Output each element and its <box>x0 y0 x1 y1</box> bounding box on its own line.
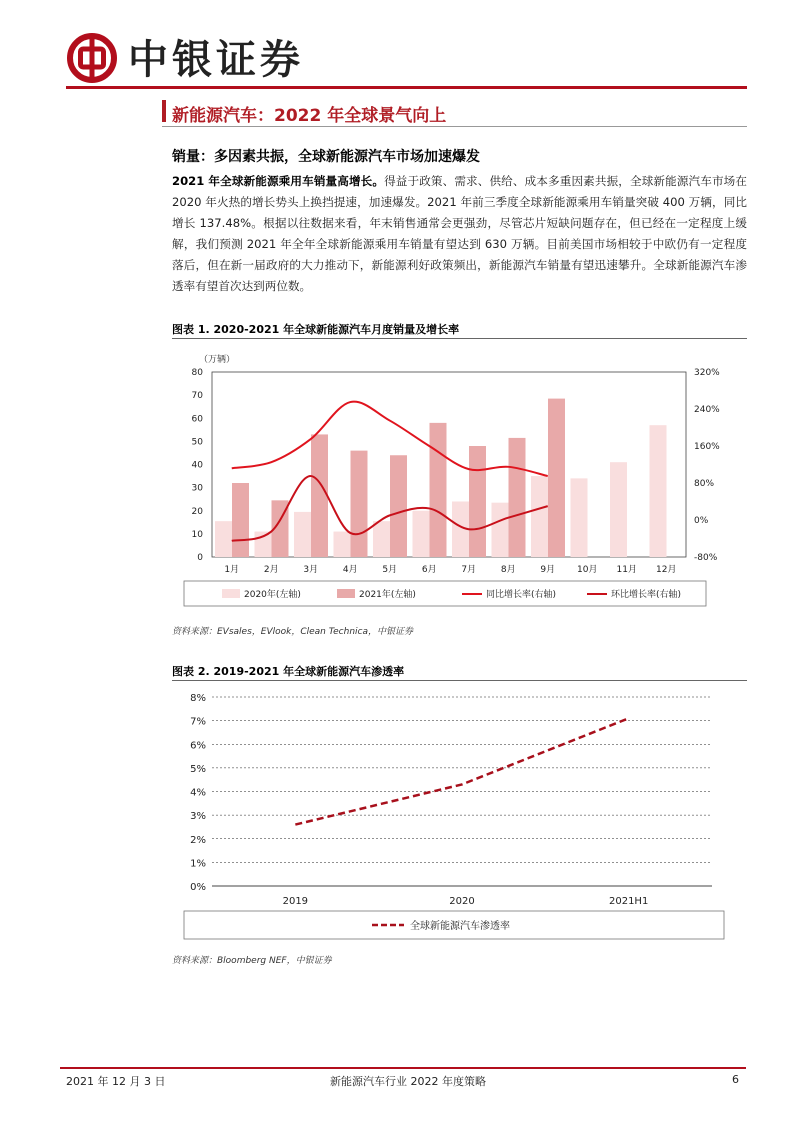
y-tick-label-left: 50 <box>191 437 203 448</box>
legend-label-yoy: 同比增长率(右轴) <box>486 590 557 600</box>
bar-2020 <box>373 521 390 557</box>
figure2-title: 图表 2. 2019-2021 年全球新能源汽车渗透率 <box>172 665 405 678</box>
x-tick-label: 3月 <box>303 565 319 575</box>
figure1-source: 资料来源：EVsales，EVlook，Clean Technica，中银证券 <box>172 627 413 637</box>
y-tick-label-left: 10 <box>191 529 203 540</box>
section-title-marker <box>162 100 166 122</box>
body-paragraph <box>172 171 747 297</box>
brand-name: 中银证券 <box>128 36 304 83</box>
bar-2021 <box>509 438 526 557</box>
penetration-chart <box>172 686 747 946</box>
bar-2020 <box>413 511 430 557</box>
y-tick-label: 2% <box>190 834 206 846</box>
x-tick-label: 2021H1 <box>608 896 649 907</box>
bar-2021 <box>469 446 486 557</box>
legend-label-mom: 环比增长率(右轴) <box>611 590 682 600</box>
footer-date: 2021 年 12 月 3 日 <box>66 1075 166 1088</box>
y-tick-label-right: 160% <box>694 442 720 452</box>
x-tick-label: 10月 <box>577 565 598 575</box>
legend-label-2020: 2020年(左轴) <box>244 590 301 600</box>
page-number: 6 <box>732 1073 739 1086</box>
header-rule <box>66 86 747 89</box>
x-tick-label: 4月 <box>342 565 358 575</box>
subheading: 销量：多因素共振，全球新能源汽车市场加速爆发 <box>172 149 480 165</box>
x-tick-label: 2019 <box>282 896 309 907</box>
bar-2020 <box>294 512 311 557</box>
y-tick-label-left: 60 <box>191 414 203 425</box>
y-tick-label: 3% <box>190 811 206 823</box>
y-tick-label: 1% <box>190 858 206 870</box>
bar-2021 <box>232 483 249 557</box>
y-tick-label: 7% <box>190 716 206 728</box>
x-tick-label: 2月 <box>263 565 279 575</box>
y-tick-label-right: 240% <box>694 405 720 415</box>
y-tick-label: 6% <box>190 740 206 752</box>
x-tick-label: 9月 <box>540 565 556 575</box>
bar-2021 <box>390 455 407 557</box>
line-penetration-rate <box>295 718 628 824</box>
section-rule <box>162 126 747 127</box>
bar-2020 <box>215 521 232 557</box>
figure2-source: 资料来源：Bloomberg NEF，中银证券 <box>172 956 332 966</box>
footer-rule <box>60 1067 746 1069</box>
bar-2021 <box>351 451 368 557</box>
x-tick-label: 6月 <box>421 565 437 575</box>
bar-2020 <box>571 478 588 557</box>
figure1-rule <box>172 338 747 339</box>
left-axis-unit: （万辆） <box>199 355 236 365</box>
y-tick-label-left: 40 <box>191 460 203 471</box>
bar-2020 <box>610 462 627 557</box>
bank-of-china-logo <box>66 32 118 84</box>
bar-2021 <box>548 399 565 557</box>
legend-swatch-2020 <box>222 589 240 598</box>
footer-title: 新能源汽车行业 2022 年度策略 <box>330 1075 486 1088</box>
y-tick-label: 0% <box>190 882 206 893</box>
y-tick-label: 8% <box>190 693 206 704</box>
y-tick-label: 4% <box>190 787 206 799</box>
bar-2021 <box>430 423 447 557</box>
paragraph-lead: 2021 年全球新能源乘用车销量高增长。 <box>172 174 385 188</box>
y-tick-label-left: 70 <box>191 391 203 402</box>
y-tick-label-right: -80% <box>694 553 718 563</box>
bar-2020 <box>650 425 667 557</box>
x-tick-label: 1月 <box>224 565 240 575</box>
y-tick-label-right: 320% <box>694 368 720 378</box>
bar-2020 <box>334 532 351 557</box>
line-yoy-growth <box>232 402 548 476</box>
y-tick-label-left: 30 <box>191 483 203 494</box>
paragraph-body: 得益于政策、需求、供给、成本多重因素共振，全球新能源汽车市场在 2020 年火热的增长势头上换挡提速，加速爆发。2021 年前三季度全球新能源乘用车销量突破 400 万辆，同比增长 137.48%。根据以往数据来看，年末销售通常会更强劲，尽管芯片短缺问题存在，但已经在一定程度上缓解，我们预测 2021 年全年全球新能源乘用车销量有望达到 630 万辆。目前美国市场相较于中欧仍有一定程度落后，但在新一届政府的大力推动下，新能源利好政策频出，新能源汽车销量有望迅速攀升。全球新能源汽车渗透率有望首次达到两位数。 <box>172 174 747 293</box>
legend-label-penetration: 全球新能源汽车渗透率 <box>410 921 510 932</box>
figure1-title: 图表 1. 2020-2021 年全球新能源汽车月度销量及增长率 <box>172 323 460 336</box>
bar-2020 <box>492 503 509 557</box>
bar-2020 <box>531 476 548 557</box>
monthly-sales-chart <box>172 345 747 615</box>
section-title: 新能源汽车：2022 年全球景气向上 <box>172 106 447 126</box>
legend-swatch-2021 <box>337 589 355 598</box>
legend-label-2021: 2021年(左轴) <box>359 590 416 600</box>
y-tick-label-left: 80 <box>191 368 203 378</box>
x-tick-label: 2020 <box>449 896 475 907</box>
figure2-rule <box>172 680 747 681</box>
y-tick-label-left: 20 <box>191 506 203 517</box>
x-tick-label: 11月 <box>616 565 637 575</box>
bar-2021 <box>311 434 328 557</box>
x-tick-label: 12月 <box>656 565 677 575</box>
x-tick-label: 7月 <box>461 565 477 575</box>
y-tick-label-right: 80% <box>694 479 715 489</box>
y-tick-label-left: 0 <box>197 553 203 563</box>
x-tick-label: 8月 <box>500 565 516 575</box>
y-tick-label-right: 0% <box>694 516 709 526</box>
x-tick-label: 5月 <box>382 565 398 575</box>
y-tick-label: 5% <box>190 763 206 775</box>
